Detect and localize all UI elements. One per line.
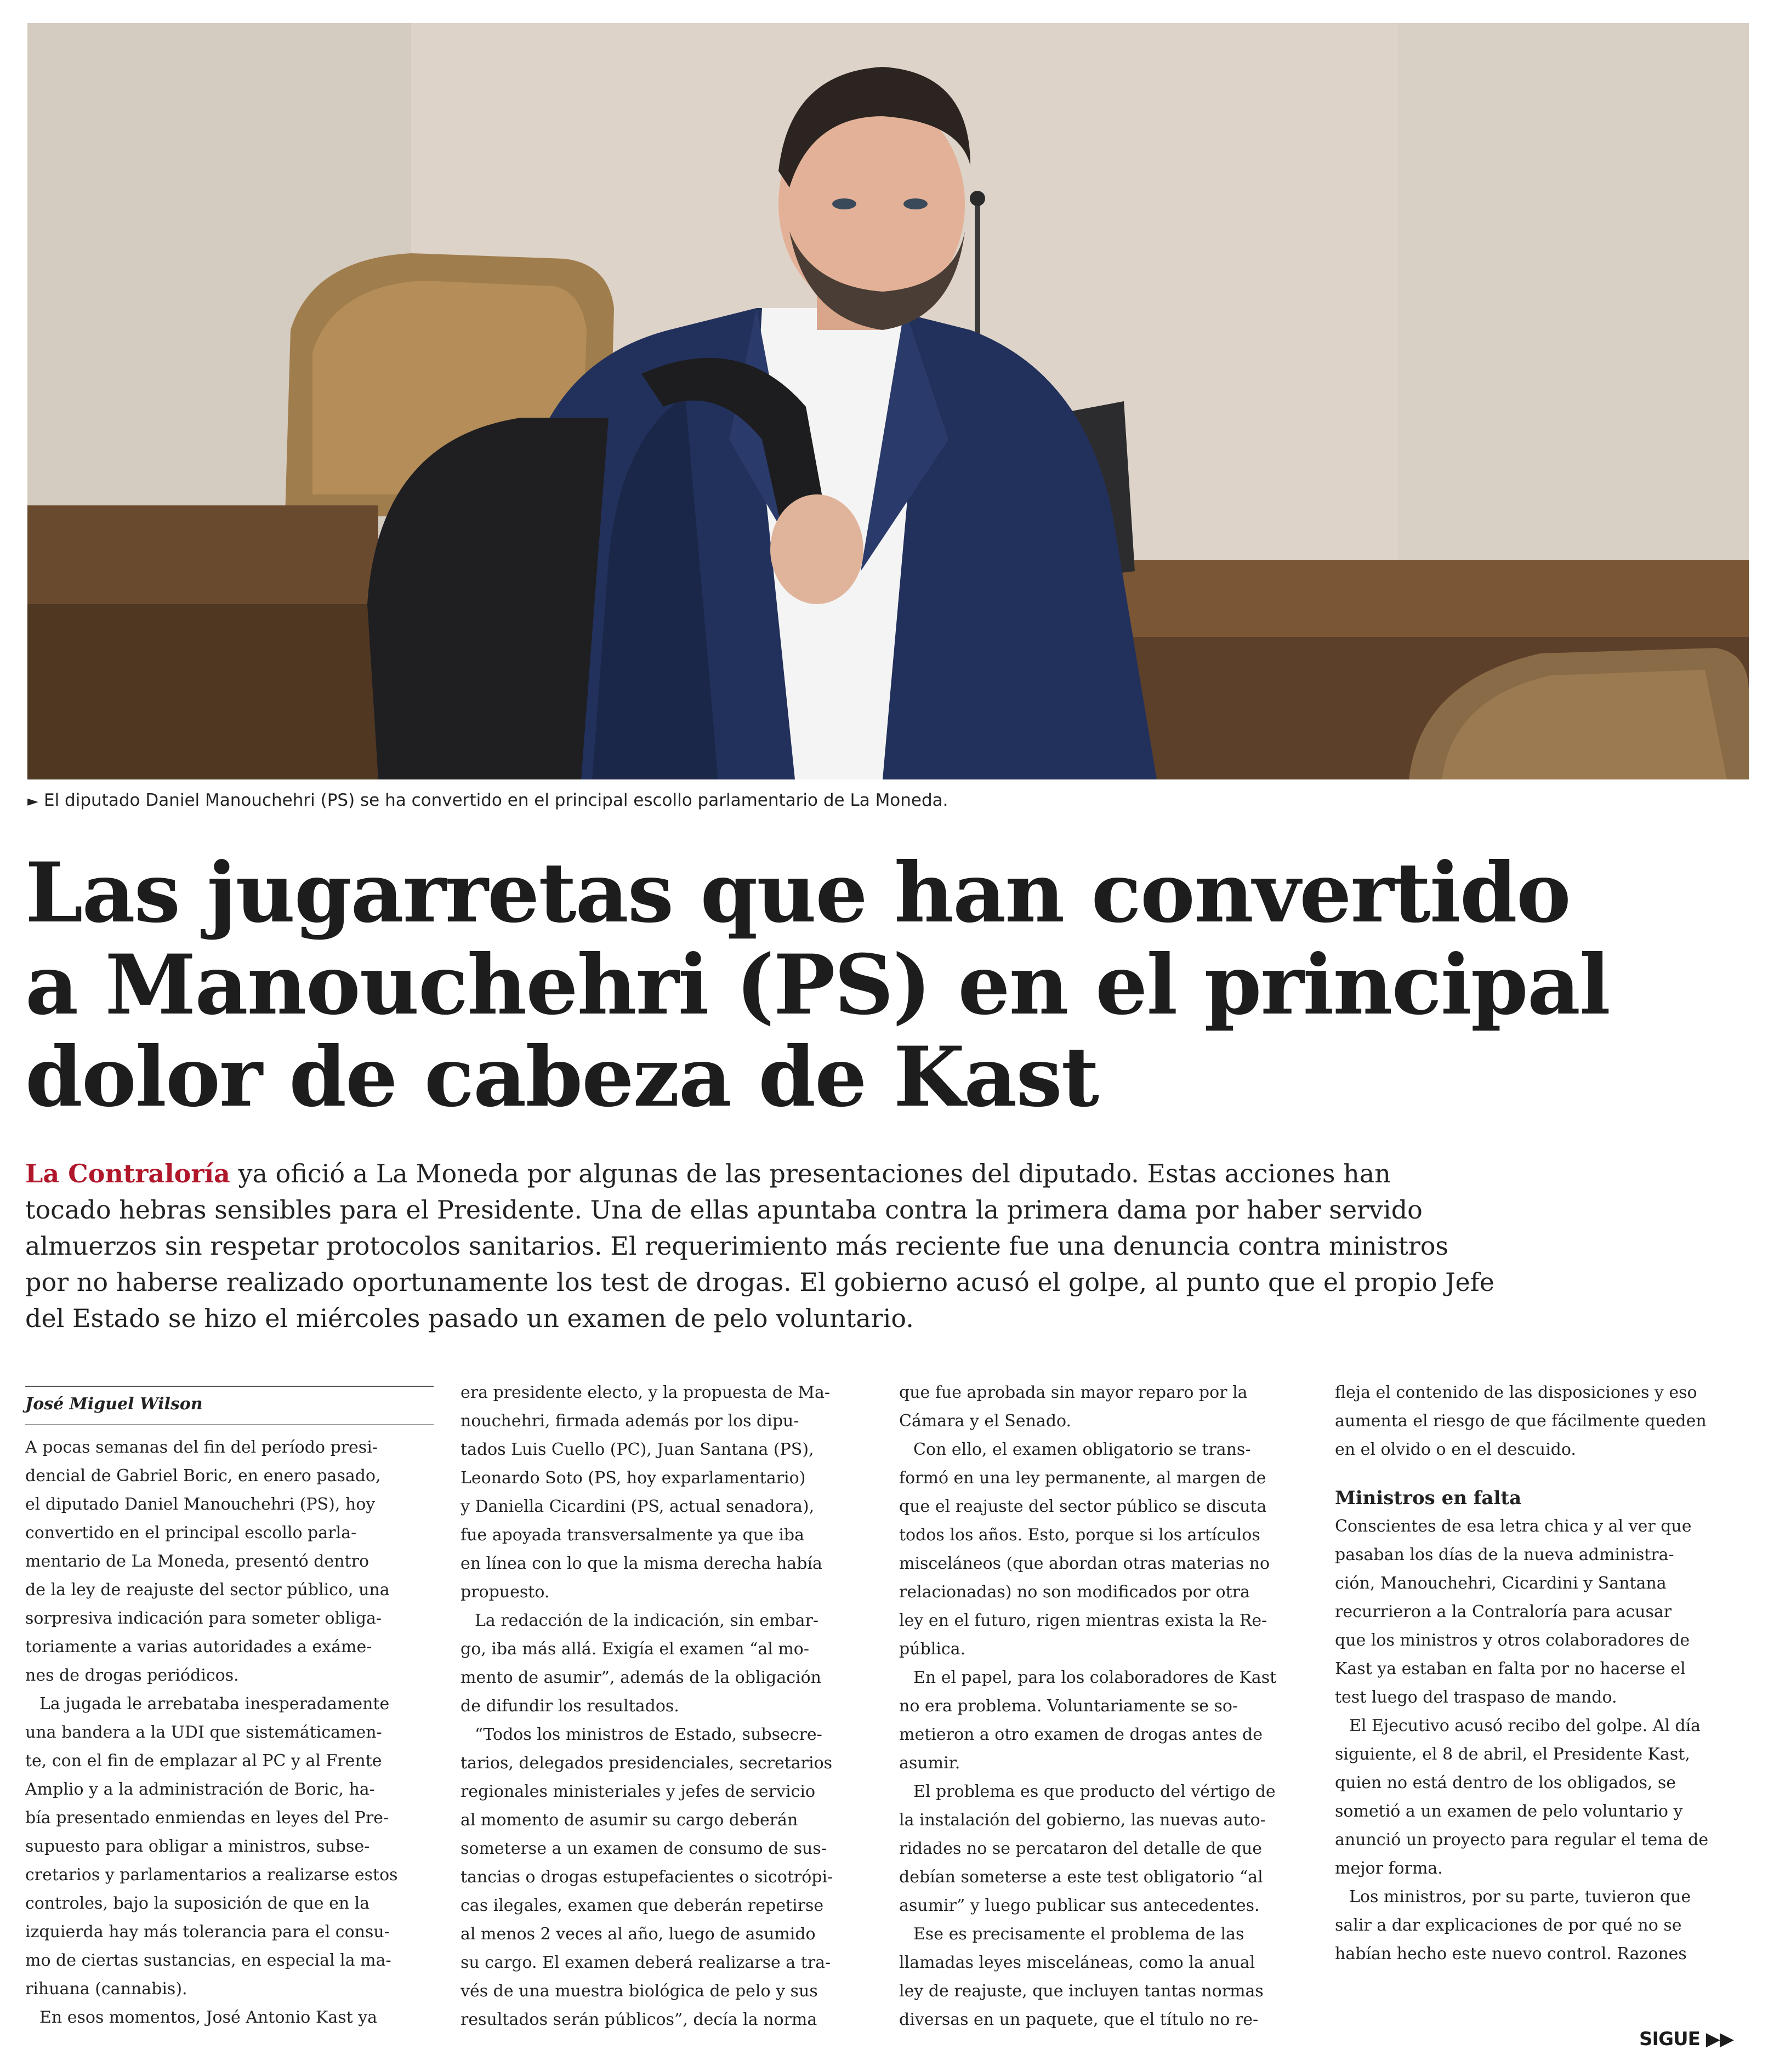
col3-line: ley en el futuro, rigen mientras exista la Re- <box>899 1611 1267 1630</box>
lead-line-2: tocado hebras sensibles para el Presidente. Una de ellas apuntaba contra la primera dama por haber servido <box>25 1195 1423 1225</box>
col1-line: te, con el fin de emplazar al PC y al Frente <box>25 1751 382 1771</box>
col2-line: someterse a un examen de consumo de sus- <box>461 1839 827 1858</box>
col1-line: mentario de La Moneda, presentó dentro <box>25 1552 369 1571</box>
column-4 <box>1335 1379 1743 1968</box>
col3-line: diversas en un paquete, que el título no re- <box>899 2010 1259 2029</box>
photo-caption <box>27 788 1749 813</box>
col2-line: era presidente electo, y la propuesta de Ma- <box>461 1383 831 1402</box>
col4-line: aumenta el riesgo de que fácilmente queden <box>1335 1411 1707 1431</box>
col2-line: tancias o drogas estupefacientes o sicotrópi- <box>461 1868 833 1887</box>
col1-line: Amplio y a la administración de Boric, ha- <box>25 1780 375 1799</box>
col3-line: la instalación del gobierno, las nuevas auto- <box>899 1811 1266 1830</box>
col3-line: asumir” y luego publicar sus antecedentes. <box>899 1896 1260 1915</box>
col1-line: izquierda hay más tolerancia para el consu- <box>25 1922 390 1942</box>
col3-line: no era problema. Voluntariamente se so- <box>899 1697 1238 1716</box>
article-lead <box>25 1155 1736 1336</box>
col2-line: en línea con lo que la misma derecha había <box>461 1554 822 1573</box>
headline-line-1: Las jugarretas que han convertido <box>25 845 1570 941</box>
col2-line: fue apoyada transversalmente ya que iba <box>461 1525 804 1545</box>
caption-text: El diputado Daniel Manouchehri (PS) se ha convertido en el principal escollo parlamentario de La Moneda. <box>44 790 948 810</box>
col4-line: salir a dar explicaciones de por qué no se <box>1335 1916 1682 1935</box>
col1-line: rihuana (cannabis). <box>25 1979 187 1999</box>
col4-line: test luego del traspaso de mando. <box>1335 1688 1617 1707</box>
lead-highlight: La Contraloría <box>25 1159 230 1188</box>
col2-line: cas ilegales, examen que deberán repetirse <box>461 1896 824 1915</box>
col1-line: cretarios y parlamentarios a realizarse estos <box>25 1865 398 1885</box>
col1-line: de la ley de reajuste del sector público, una <box>25 1580 390 1599</box>
col3-line: todos los años. Esto, porque si los artículos <box>899 1525 1260 1545</box>
col3-line: que fue aprobada sin mayor reparo por la <box>899 1383 1248 1402</box>
col2-line: resultados serán públicos”, decía la norma <box>461 2010 817 2029</box>
article-headline <box>25 847 1736 1123</box>
byline-top-rule <box>25 1386 434 1387</box>
col2-line: regionales ministeriales y jefes de servicio <box>461 1782 816 1801</box>
byline-bottom-rule <box>25 1424 434 1425</box>
col1-line: A pocas semanas del fin del período presi- <box>25 1438 378 1457</box>
lead-line-5: del Estado se hizo el miércoles pasado un examen de pelo voluntario. <box>25 1303 914 1333</box>
col2-line: tados Luis Cuello (PC), Juan Santana (PS), <box>461 1440 814 1459</box>
col2-line: de difundir los resultados. <box>461 1697 679 1716</box>
lead-line-1-text: ya ofició a La Moneda por algunas de las presentaciones del diputado. Estas acciones han <box>230 1159 1391 1188</box>
col1-line: bía presentado enmiendas en leyes del Pre- <box>25 1808 389 1828</box>
headline-line-2: a Manouchehri (PS) en el principal <box>25 937 1610 1033</box>
col4-line: siguiente, el 8 de abril, el Presidente Kast, <box>1335 1745 1690 1764</box>
col4-line: quien no está dentro de los obligados, se <box>1335 1773 1676 1792</box>
col2-line: al menos 2 veces al año, luego de asumido <box>461 1925 816 1944</box>
col3-line: formó en una ley permanente, al margen de <box>899 1468 1266 1488</box>
col2-line: Leonardo Soto (PS, hoy exparlamentario) <box>461 1468 806 1488</box>
col4-line: ción, Manouchehri, Cicardini y Santana <box>1335 1574 1667 1593</box>
col4-line: mejor forma. <box>1335 1859 1443 1878</box>
col4-line: en el olvido o en el descuido. <box>1335 1440 1576 1459</box>
col2-line: su cargo. El examen deberá realizarse a tra- <box>461 1953 831 1972</box>
col1-line: nes de drogas periódicos. <box>25 1666 239 1685</box>
col2-line: al momento de asumir su cargo deberán <box>461 1811 798 1830</box>
lead-line-1 <box>25 1155 1736 1192</box>
col4-line: El Ejecutivo acusó recibo del golpe. Al día <box>1349 1716 1701 1735</box>
col1-line: sorpresiva indicación para someter obliga- <box>25 1609 382 1628</box>
headline-line-3: dolor de cabeza de Kast <box>25 1029 1099 1125</box>
col2-line: vés de una muestra biológica de pelo y sus <box>461 1982 818 2001</box>
col2-line: tarios, delegados presidenciales, secretarios <box>461 1754 833 1773</box>
col4-line: recurrieron a la Contraloría para acusar <box>1335 1602 1672 1621</box>
col4-line: que los ministros y otros colaboradores de <box>1335 1631 1690 1650</box>
col3-line: Cámara y el Senado. <box>899 1411 1072 1431</box>
col2-line: “Todos los ministros de Estado, subsecre- <box>475 1725 822 1744</box>
col2-line: mento de asumir”, además de la obligación <box>461 1668 822 1687</box>
col3-line: debían someterse a este test obligatorio “al <box>899 1868 1263 1887</box>
lead-line-3: almuerzos sin respetar protocolos sanitarios. El requerimiento más reciente fue una denuncia contra ministros <box>25 1231 1449 1261</box>
col1-line: La jugada le arrebataba inesperadamente <box>39 1694 390 1714</box>
col4-line: Los ministros, por su parte, tuvieron que <box>1349 1887 1691 1906</box>
col3-line: ley de reajuste, que incluyen tantas normas <box>899 1982 1264 2001</box>
col3-line: que el reajuste del sector público se discuta <box>899 1497 1267 1516</box>
col2-line: go, iba más allá. Exigía el examen “al mo- <box>461 1640 809 1659</box>
col3-line: relacionadas) no son modificados por otra <box>899 1583 1250 1602</box>
col3-line: Ese es precisamente el problema de las <box>913 1925 1244 1944</box>
col4-line: sometió a un examen de pelo voluntario y <box>1335 1802 1683 1821</box>
caption-arrow-icon: ► <box>27 793 38 810</box>
col1-line: mo de ciertas sustancias, en especial la ma- <box>25 1951 391 1970</box>
col1-line: el diputado Daniel Manouchehri (PS), hoy <box>25 1495 376 1514</box>
column-2 <box>461 1379 869 2034</box>
col3-line: metieron a otro examen de drogas antes de <box>899 1725 1263 1744</box>
col4-line: fleja el contenido de las disposiciones y eso <box>1335 1383 1697 1402</box>
col3-line: pública. <box>899 1640 966 1659</box>
col1-line: controles, bajo la suposición de que en la <box>25 1894 370 1913</box>
col3-line: llamadas leyes misceláneas, como la anual <box>899 1953 1255 1972</box>
col3-line: En el papel, para los colaboradores de Kast <box>913 1668 1277 1687</box>
col4-line: Kast ya estaban en falta por no hacerse el <box>1335 1659 1686 1678</box>
article-photo <box>27 23 1749 779</box>
col2-line: y Daniella Cicardini (PS, actual senadora), <box>461 1497 815 1516</box>
col4-line: habían hecho este nuevo control. Razones <box>1335 1944 1687 1963</box>
continues-marker: SIGUE ▶▶ <box>1639 2028 1734 2050</box>
col1-line: dencial de Gabriel Boric, en enero pasado, <box>25 1466 381 1485</box>
col4-line: pasaban los días de la nueva administra- <box>1335 1545 1674 1564</box>
col1-line: toriamente a varias autoridades a exáme- <box>25 1637 372 1657</box>
col2-line: nouchehri, firmada además por los dipu- <box>461 1411 799 1431</box>
byline: José Miguel Wilson <box>25 1394 203 1414</box>
col3-line: El problema es que producto del vértigo de <box>913 1782 1276 1801</box>
column-1 <box>25 1433 434 2032</box>
col4-line: anunció un proyecto para regular el tema de <box>1335 1830 1709 1849</box>
col1-line: una bandera a la UDI que sistemáticamen- <box>25 1723 382 1742</box>
photo-illustration <box>27 23 1749 779</box>
col1-line: supuesto para obligar a ministros, subse- <box>25 1837 370 1856</box>
col3-line: misceláneos (que abordan otras materias no <box>899 1554 1270 1573</box>
col2-line: propuesto. <box>461 1583 550 1602</box>
lead-line-4: por no haberse realizado oportunamente los test de drogas. El gobierno acusó el golpe, al punto que el propio Jefe <box>25 1267 1494 1297</box>
subhead-ministros-en-falta: Ministros en falta <box>1335 1487 1522 1509</box>
col2-line: La redacción de la indicación, sin embar- <box>475 1611 819 1630</box>
col1-line: convertido en el principal escollo parla- <box>25 1523 357 1542</box>
col3-line: asumir. <box>899 1754 960 1773</box>
column-3 <box>899 1379 1308 2034</box>
col1-line: En esos momentos, José Antonio Kast ya <box>39 2008 378 2027</box>
col4-line: Conscientes de esa letra chica y al ver que <box>1335 1517 1692 1536</box>
col3-line: ridades no se percataron del detalle de que <box>899 1839 1262 1858</box>
col3-line: Con ello, el examen obligatorio se trans- <box>913 1440 1251 1459</box>
